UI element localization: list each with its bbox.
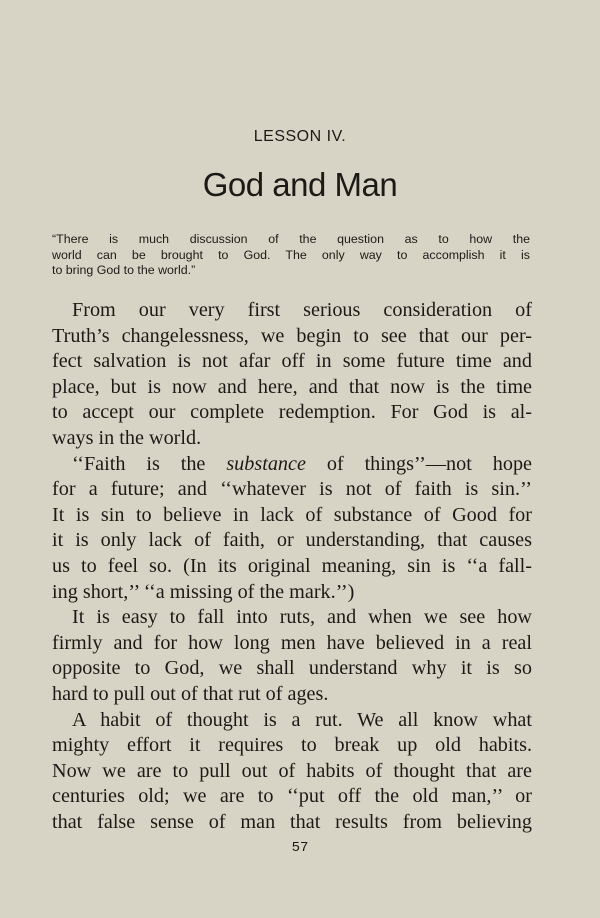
body-line: A habit of thought is a rut. We all know what (72, 708, 532, 731)
emphasis-italic-word: substance (226, 452, 306, 475)
body-line: fect salvation is not afar off in some future time and (52, 350, 532, 373)
body-line: ways in the world. (52, 426, 202, 449)
body-line: hard to pull out of that rut of ages. (52, 682, 329, 705)
body-line: opposite to God, we shall understand why it is so (52, 657, 532, 680)
body-line: From our very first serious consideration of (72, 299, 532, 321)
body-line: for a future; and ‘‘whatever is not of faith is sin.’’ (52, 478, 532, 501)
body-line: firmly and for how long men have believed in a real (52, 631, 532, 654)
epigraph-quote (52, 232, 530, 279)
body-line: It is easy to fall into ruts, and when we see how (72, 606, 532, 629)
body-line: Truth’s changelessness, we begin to see that our per- (52, 324, 532, 347)
body-line: place, but is now and here, and that now is the time (52, 375, 532, 398)
epigraph-line: “There is much discussion of the question as to how the (52, 232, 530, 246)
body-text (52, 298, 532, 835)
body-line: It is sin to believe in lack of substance of Good for (52, 503, 532, 526)
body-line: that false sense of man that results from believing (52, 810, 532, 833)
body-line: Now we are to pull out of habits of thought that are (52, 759, 532, 782)
chapter-title: God and Man (202, 166, 398, 203)
epigraph-line: to bring God to the world.” (52, 263, 196, 277)
body-line: mighty effort it requires to break up old habits. (52, 734, 532, 757)
body-line: centuries old; we are to ‘‘put off the old man,’’ or (52, 785, 532, 808)
page-number: 57 (291, 840, 309, 856)
body-line: ing short,’’ ‘‘a missing of the mark.’’) (52, 580, 355, 603)
emphasis-after: of things’’—not hope (305, 452, 533, 475)
body-line: us to feel so. (In its original meaning, sin is ‘‘a fall- (52, 554, 532, 577)
lesson-heading: LESSON IV. (253, 128, 347, 145)
epigraph-line: world can be brought to God. The only way to accomplish it is (52, 247, 530, 262)
body-line: to accept our complete redemption. For God is al- (52, 401, 532, 424)
body-line-emphasis (52, 452, 532, 478)
body-line: it is only lack of faith, or understanding, that causes (52, 529, 532, 552)
emphasis-before: ‘‘Faith is the (72, 452, 227, 475)
